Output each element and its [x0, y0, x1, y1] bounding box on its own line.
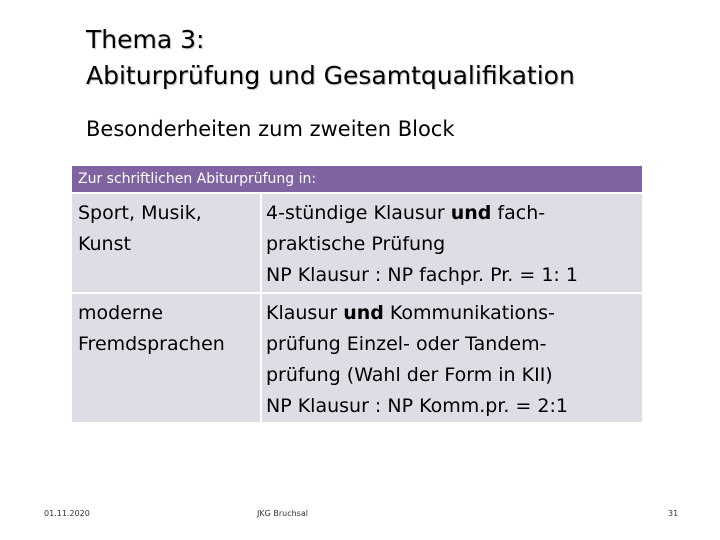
requirement-line: prüfung Einzel- oder Tandem- — [266, 333, 547, 355]
footer-school: JKG Bruchsal — [257, 509, 308, 518]
slide-title-line-1: Thema 3: — [86, 25, 205, 54]
requirement-cell — [262, 194, 642, 292]
requirement-cell — [262, 294, 642, 422]
requirement-text: 4-stündige Klausur — [266, 202, 451, 224]
subject-cell: moderne Fremdsprachen — [72, 294, 262, 422]
slide-title-line-2: Abiturprüfung und Gesamtqualifikation — [86, 61, 575, 90]
requirement-line — [266, 198, 642, 229]
footer-page-number: 31 — [668, 509, 679, 518]
requirement-line — [266, 298, 642, 329]
requirement-line: praktische Prüfung — [266, 233, 446, 255]
requirement-line: prüfung (Wahl der Form in KII) — [266, 364, 553, 386]
requirement-line: NP Klausur : NP Komm.pr. = 2:1 — [266, 395, 569, 417]
requirement-line: NP Klausur : NP fachpr. Pr. = 1: 1 — [266, 264, 578, 286]
requirement-text: fach- — [491, 202, 546, 224]
table-header: Zur schriftlichen Abiturprüfung in: — [72, 166, 642, 194]
table-row — [72, 194, 642, 294]
requirement-emphasis: und — [450, 202, 492, 224]
table-row — [72, 294, 642, 422]
subject-cell: Sport, Musik, Kunst — [72, 194, 262, 292]
requirement-emphasis: und — [343, 302, 384, 324]
requirements-table — [72, 166, 642, 422]
footer-date: 01.11.2020 — [44, 509, 90, 518]
requirement-text: Klausur — [266, 302, 344, 324]
slide-subtitle: Besonderheiten zum zweiten Block — [86, 117, 455, 141]
slide-title — [86, 22, 575, 94]
requirement-text: Kommunikations- — [383, 302, 555, 324]
